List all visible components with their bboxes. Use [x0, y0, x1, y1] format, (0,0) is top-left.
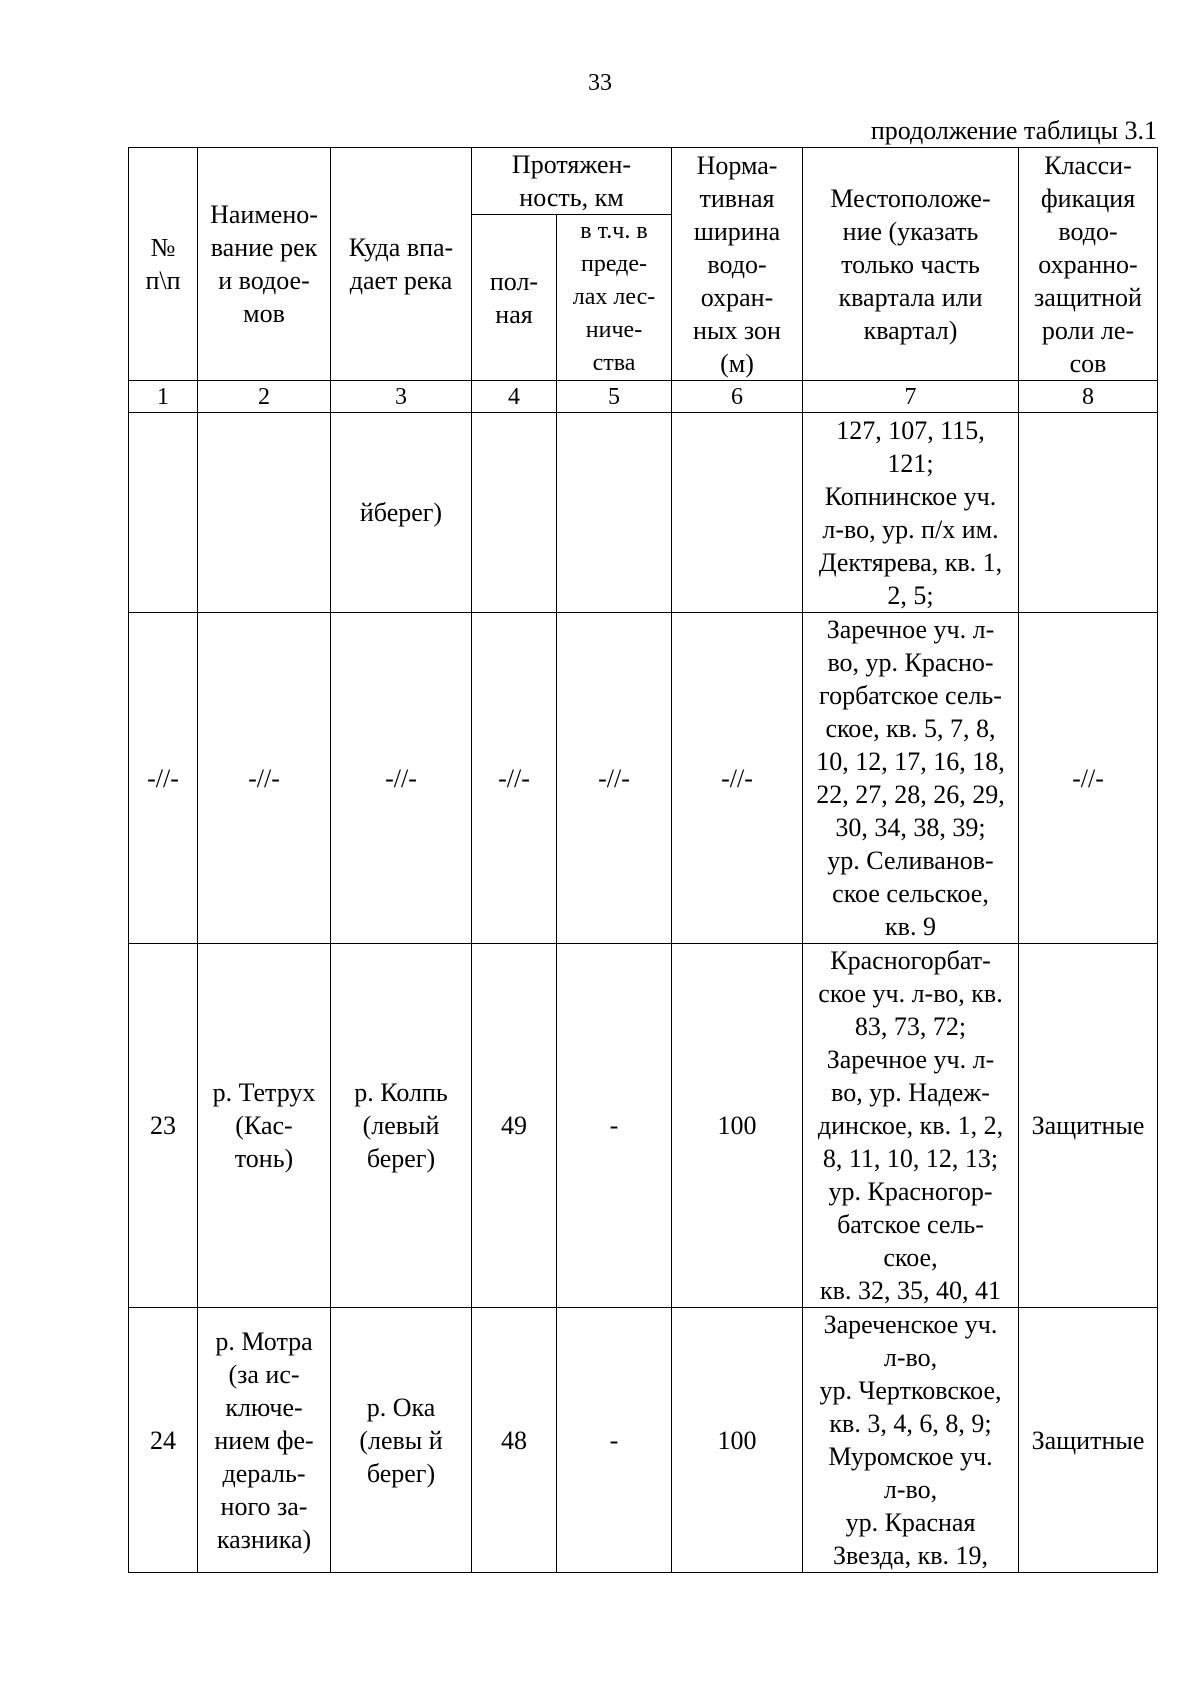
water-protection-table	[128, 147, 1158, 1573]
cell-location: Заречное уч. л- во, ур. Красно- горбатское сель- ское, кв. 5, 7, 8, 10, 12, 17, 16, 18, 22, 27, 28, 26, 29, 30, 34, 38, 39; ур. Селиванов- ское сельское, кв. 9	[803, 613, 1019, 944]
cell-length-total: -//-	[472, 613, 557, 944]
cell-length-total: 48	[472, 1308, 557, 1573]
table-row	[129, 613, 1158, 944]
column-number: 5	[557, 381, 672, 413]
header-location: Местоположе- ние (указать только часть квартала или квартал)	[803, 148, 1019, 381]
cell-zone-width: 100	[672, 944, 803, 1308]
header-length-forestry: в т.ч. в преде- лах лес- ниче- ства	[557, 215, 672, 381]
header-zone-width: Норма- тивная ширина водо- охран- ных зон (м)	[672, 148, 803, 381]
cell-number	[129, 413, 198, 613]
cell-number: 23	[129, 944, 198, 1308]
column-number: 4	[472, 381, 557, 413]
cell-flows-into: р. Ока (левы й берег)	[331, 1308, 472, 1573]
cell-location: 127, 107, 115, 121; Копнинское уч. л-во, ур. п/х им. Дектярева, кв. 1, 2, 5;	[803, 413, 1019, 613]
cell-classification: -//-	[1019, 613, 1158, 944]
cell-zone-width: -//-	[672, 613, 803, 944]
cell-length-forestry: -	[557, 1308, 672, 1573]
header-length-total: пол- ная	[472, 215, 557, 381]
cell-name: р. Тетрух (Кас- тонь)	[198, 944, 331, 1308]
column-number: 8	[1019, 381, 1158, 413]
column-number: 2	[198, 381, 331, 413]
cell-name: р. Мотра (за ис- ключе- нием фе- дераль- ного за- казника)	[198, 1308, 331, 1573]
cell-number: 24	[129, 1308, 198, 1573]
header-flows-into: Куда впа- дает река	[331, 148, 472, 381]
table-row	[129, 944, 1158, 1308]
cell-location: Зареченское уч. л-во, ур. Чертковское, кв. 3, 4, 6, 8, 9; Муромское уч. л-во, ур. Красная Звезда, кв. 19,	[803, 1308, 1019, 1573]
header-number: № п\п	[129, 148, 198, 381]
header-classification: Класси- фикация водо- охранно- защитной роли ле- сов	[1019, 148, 1158, 381]
table-row	[129, 1308, 1158, 1573]
column-number: 6	[672, 381, 803, 413]
cell-length-forestry: -	[557, 944, 672, 1308]
cell-location: Красногорбат- ское уч. л-во, кв. 83, 73, 72; Заречное уч. л- во, ур. Надеж- динское, кв. 1, 2, 8, 11, 10, 12, 13; ур. Красногор- батское сель- ское, кв. 32, 35, 40, 41	[803, 944, 1019, 1308]
column-number: 7	[803, 381, 1019, 413]
cell-length-forestry	[557, 413, 672, 613]
cell-name: -//-	[198, 613, 331, 944]
cell-zone-width: 100	[672, 1308, 803, 1573]
column-number: 1	[129, 381, 198, 413]
table-caption: продолжение таблицы 3.1	[870, 116, 1157, 145]
cell-zone-width	[672, 413, 803, 613]
cell-number: -//-	[129, 613, 198, 944]
cell-flows-into: р. Колпь (левый берег)	[331, 944, 472, 1308]
cell-classification: Защитные	[1019, 944, 1158, 1308]
cell-length-forestry: -//-	[557, 613, 672, 944]
cell-name	[198, 413, 331, 613]
page-number: 33	[588, 70, 612, 96]
column-number: 3	[331, 381, 472, 413]
table-row	[129, 413, 1158, 613]
cell-length-total	[472, 413, 557, 613]
cell-flows-into: -//-	[331, 613, 472, 944]
header-length: Протяжен- ность, км	[472, 148, 672, 215]
cell-flows-into: йберег)	[331, 413, 472, 613]
header-name: Наимено- вание рек и водое- мов	[198, 148, 331, 381]
cell-length-total: 49	[472, 944, 557, 1308]
cell-classification	[1019, 413, 1158, 613]
column-number-row	[129, 381, 1158, 413]
cell-classification: Защитные	[1019, 1308, 1158, 1573]
